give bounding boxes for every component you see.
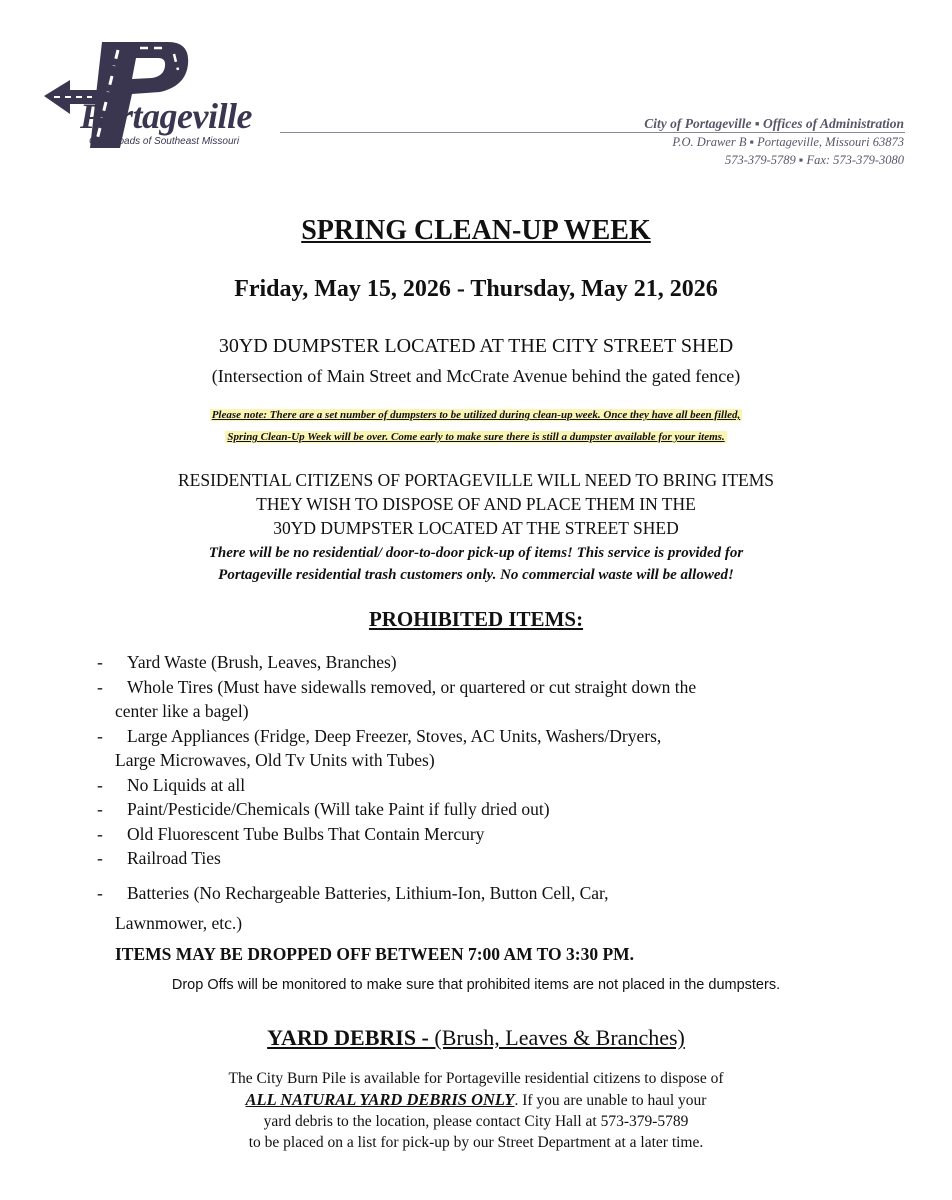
list-item-text: Yard Waste (Brush, Leaves, Branches) <box>127 652 397 672</box>
yard-line-2-emphasis: ALL NATURAL YARD DEBRIS ONLY <box>245 1090 515 1109</box>
yard-line-4: to be placed on a list for pick-up by our Street Department at a later time. <box>248 1134 704 1151</box>
list-item-continuation: Lawnmower, etc.) <box>115 913 243 933</box>
nopickup-line-2: Portageville residential trash customers only. No commercial waste will be allowed! <box>218 567 734 583</box>
note-line-2: Spring Clean-Up Week will be over. Come early to make sure there is still a dumpster available for your items. <box>227 431 725 443</box>
list-item <box>97 675 857 724</box>
list-item <box>97 822 857 847</box>
list-item <box>97 724 857 773</box>
page-title: SPRING CLEAN-UP WEEK <box>301 215 651 246</box>
residential-instructions <box>0 468 952 540</box>
list-item <box>97 881 857 936</box>
list-dash: - <box>97 882 103 903</box>
list-item-text: Whole Tires (Must have sidewalls removed, or quartered or cut straight down the <box>127 676 697 697</box>
logo-wordmark: Portageville <box>80 96 252 136</box>
prohibited-heading: PROHIBITED ITEMS: <box>368 607 584 631</box>
list-dash: - <box>97 676 103 697</box>
residential-line-2: THEY WISH TO DISPOSE OF AND PLACE THEM IN THE <box>256 494 696 514</box>
list-item-continuation: center like a bagel) <box>115 701 249 721</box>
list-dash: - <box>97 848 103 868</box>
list-item <box>97 773 857 798</box>
list-dash: - <box>97 823 103 844</box>
monitor-notice: Drop Offs will be monitored to make sure that prohibited items are not placed in the dumpsters. <box>171 977 781 993</box>
office-address <box>644 116 904 168</box>
yard-heading-bold: YARD DEBRIS - <box>267 1025 429 1050</box>
logo-tagline: Crossroads of Southeast Missouri <box>89 136 240 147</box>
list-item-text: Railroad Ties <box>127 848 221 868</box>
yard-debris-body <box>0 1068 952 1153</box>
list-dash: - <box>97 652 103 672</box>
dumpster-limit-note <box>0 404 952 448</box>
office-line-2: P.O. Drawer B ▪ Portageville, Missouri 63873 <box>672 135 904 149</box>
office-line-1: City of Portageville ▪ Offices of Administration <box>644 116 904 131</box>
residential-line-3: 30YD DUMPSTER LOCATED AT THE STREET SHED <box>273 518 679 538</box>
dropoff-hours: ITEMS MAY BE DROPPED OFF BETWEEN 7:00 AM TO 3:30 PM. <box>115 944 635 964</box>
intersection-note: (Intersection of Main Street and McCrate Avenue behind the gated fence) <box>211 366 741 386</box>
list-item-text: Large Appliances (Fridge, Deep Freezer, Stoves, AC Units, Washers/Dryers, <box>127 725 662 746</box>
list-item-text: Batteries (No Rechargeable Batteries, Lithium-Ion, Button Cell, Car, <box>127 882 609 903</box>
list-item-continuation: Large Microwaves, Old Tv Units with Tubes) <box>115 750 435 770</box>
event-dates: Friday, May 15, 2026 - Thursday, May 21, 2026 <box>234 276 718 302</box>
list-item <box>97 650 857 675</box>
list-item <box>97 846 857 871</box>
list-dash: - <box>97 774 103 795</box>
no-pickup-notice <box>0 542 952 586</box>
yard-line-3: yard debris to the location, please contact City Hall at 573-379-5789 <box>263 1113 689 1130</box>
nopickup-line-1: There will be no residential/ door-to-door pick-up of items! This service is provided for <box>208 545 744 561</box>
yard-line-1: The City Burn Pile is available for Portageville residential citizens to dispose of <box>228 1070 724 1087</box>
note-line-1: Please note: There are a set number of dumpsters to be utilized during clean-up week. Once they have all been filled, <box>211 409 741 421</box>
yard-debris-heading <box>0 1025 952 1051</box>
list-dash: - <box>97 799 103 819</box>
list-item-text: Old Fluorescent Tube Bulbs That Contain Mercury <box>127 823 485 844</box>
yard-heading-rest: (Brush, Leaves & Branches) <box>428 1025 685 1050</box>
residential-line-1: RESIDENTIAL CITIZENS OF PORTAGEVILLE WILL NEED TO BRING ITEMS <box>177 470 775 490</box>
list-dash: - <box>97 725 103 746</box>
list-item <box>97 797 857 822</box>
dumpster-location: 30YD DUMPSTER LOCATED AT THE CITY STREET SHED <box>218 335 734 357</box>
letterhead <box>0 0 952 190</box>
list-item-text: No Liquids at all <box>127 774 246 795</box>
yard-line-2-rest: . If you are unable to haul your <box>514 1092 707 1109</box>
prohibited-items-list <box>97 650 857 936</box>
list-item-text: Paint/Pesticide/Chemicals (Will take Paint if fully dried out) <box>127 799 550 819</box>
office-line-3: 573-379-5789 ▪ Fax: 573-379-3080 <box>724 153 904 167</box>
